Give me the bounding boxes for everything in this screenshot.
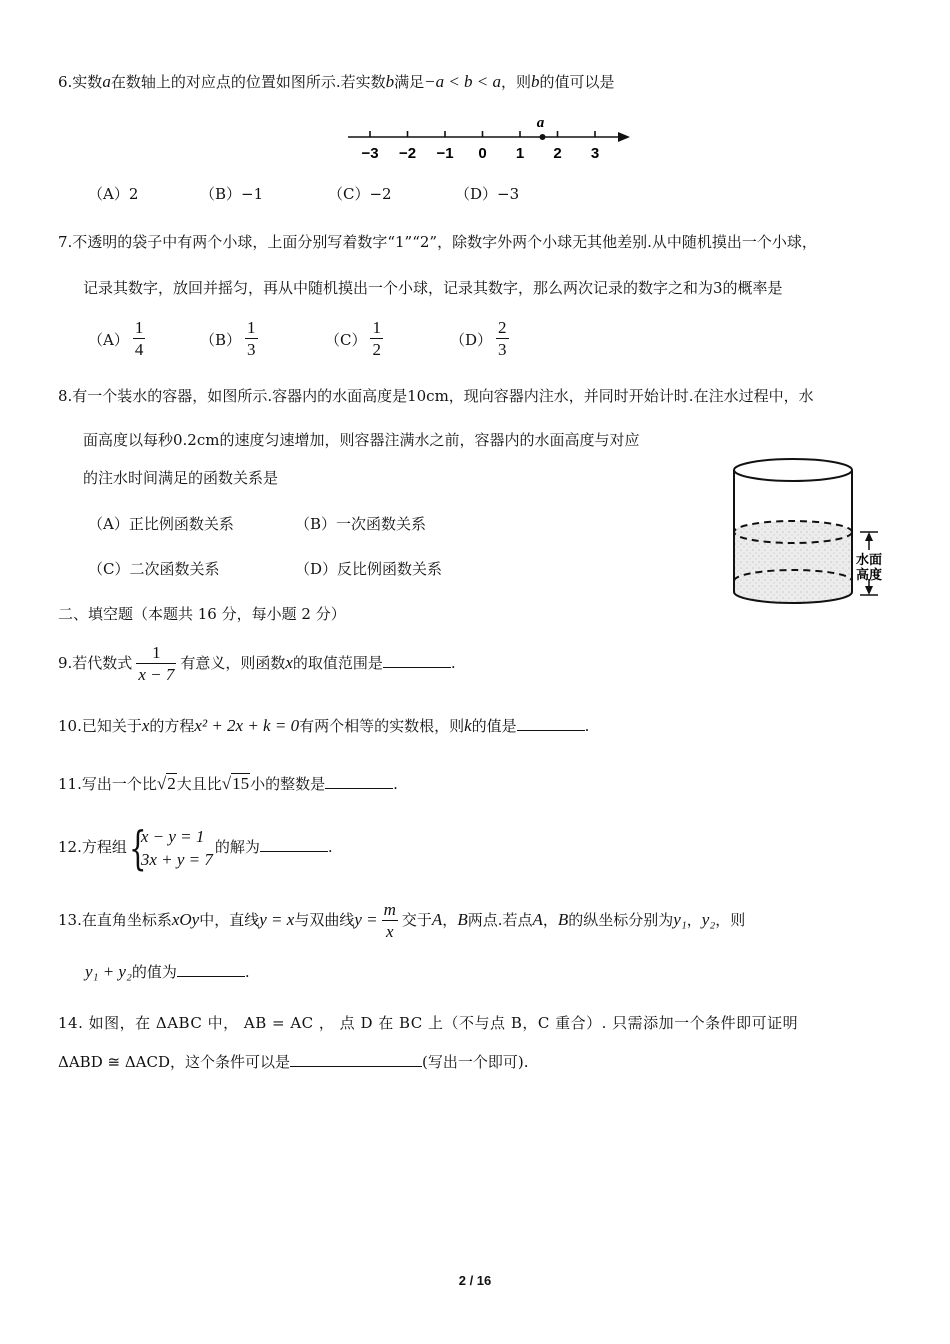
q7-option-a: （A） $\frac{1}{4}$ xyxy=(88,318,144,359)
figure-label-water: 水面 xyxy=(855,553,883,568)
q14-answer-blank xyxy=(290,1050,422,1067)
page-number: 2 / 16 xyxy=(458,1273,492,1288)
q7-option-c: （C） $\frac{1}{2}$ xyxy=(325,318,381,359)
q14-line2: ΔABD ≅ ΔACD，这个条件可以是 (写出一个即可). xyxy=(58,1050,528,1072)
container-figure xyxy=(728,452,898,612)
q7-line1: 7.不透明的袋子中有两个小球，上面分别写着数字“1”“2”，除数字外两个小球无其他差别.从中随机摸出一个小球， xyxy=(58,233,817,251)
axis-tick-label: −1 xyxy=(436,145,454,162)
figure-label-height: 高度 xyxy=(855,568,883,583)
q8-line1: 8.有一个装水的容器，如图所示.容器内的水面高度是10cm，现向容器内注水，并同时开始计时.在注水过程中，水 xyxy=(58,387,814,405)
q7-line2: 记录其数字，放回并摇匀，再从中随机摸出一个小球，记录其数字，那么两次记录的数字之和为3的概率是 xyxy=(83,279,783,297)
q6-option-d: （D）−3 xyxy=(455,185,520,203)
q8-line3: 的注水时间满足的函数关系是 xyxy=(83,469,279,487)
q8-option-c: （C）二次函数关系 xyxy=(88,560,220,578)
q13-line2: y₁ + y₂的值为 . xyxy=(85,962,250,981)
q13-line1: 13.在直角坐标系xOy中，直线y = x与双曲线y = $\frac{m}{x}$ 交于A，B两点.若点A，B的纵坐标分别为y₁，y₂，则 xyxy=(58,899,746,941)
q14-line1: 14. 如图，在 ΔABC 中， AB = AC ， 点 D 在 BC 上（不与点 B，C 重合）. 只需添加一个条件即可证明 xyxy=(58,1014,799,1032)
q8-option-a: （A）正比例函数关系 xyxy=(88,515,234,533)
q11: 11.写出一个比√2大且比√15小的整数是 . xyxy=(58,774,398,793)
q6-option-b: （B）−1 xyxy=(200,185,264,203)
q8-option-d: （D）反比例函数关系 xyxy=(295,560,443,578)
q10: 10.已知关于x的方程x² + 2x + k = 0有两个相等的实数根，则k的值是 . xyxy=(58,716,590,735)
section-heading: 二、填空题（本题共 16 分，每小题 2 分） xyxy=(58,605,346,623)
axis-tick-label: 3 xyxy=(590,145,600,162)
q12: 12.方程组 { x − y = 1 3x + y = 7 的解为 . xyxy=(58,821,333,875)
point-a-label: a xyxy=(536,115,545,131)
q13-answer-blank xyxy=(177,960,245,977)
q10-answer-blank xyxy=(517,714,585,731)
q6-option-a: （A）2 xyxy=(88,185,139,203)
point-a-marker xyxy=(540,134,546,140)
axis-tick-label: 0 xyxy=(478,145,487,162)
axis-tick-label: −2 xyxy=(398,145,417,162)
q7-option-d: （D） $\frac{2}{3}$ xyxy=(450,318,507,359)
q7-option-b: （B） $\frac{1}{3}$ xyxy=(200,318,256,359)
q6-option-c: （C）−2 xyxy=(328,185,392,203)
q12-answer-blank xyxy=(260,835,328,852)
q11-answer-blank xyxy=(325,772,393,789)
q8-option-b: （B）一次函数关系 xyxy=(295,515,427,533)
axis-tick-label: 1 xyxy=(515,145,525,162)
q9-answer-blank xyxy=(383,651,451,668)
axis-tick-label: −3 xyxy=(361,145,379,162)
axis-tick-label: 2 xyxy=(553,145,562,162)
q6-stem: 6.实数a在数轴上的对应点的位置如图所示.若实数b满足−a < b < a，则b的值可以是 xyxy=(58,72,615,91)
number-line xyxy=(340,112,640,167)
q8-line2: 面高度以每秒0.2cm的速度匀速增加，则容器注满水之前，容器内的水面高度与对应 xyxy=(83,431,640,449)
q9: 9.若代数式 $\frac{1}{x - 7}$ 有意义，则函数x的取值范围是 . xyxy=(58,642,456,684)
